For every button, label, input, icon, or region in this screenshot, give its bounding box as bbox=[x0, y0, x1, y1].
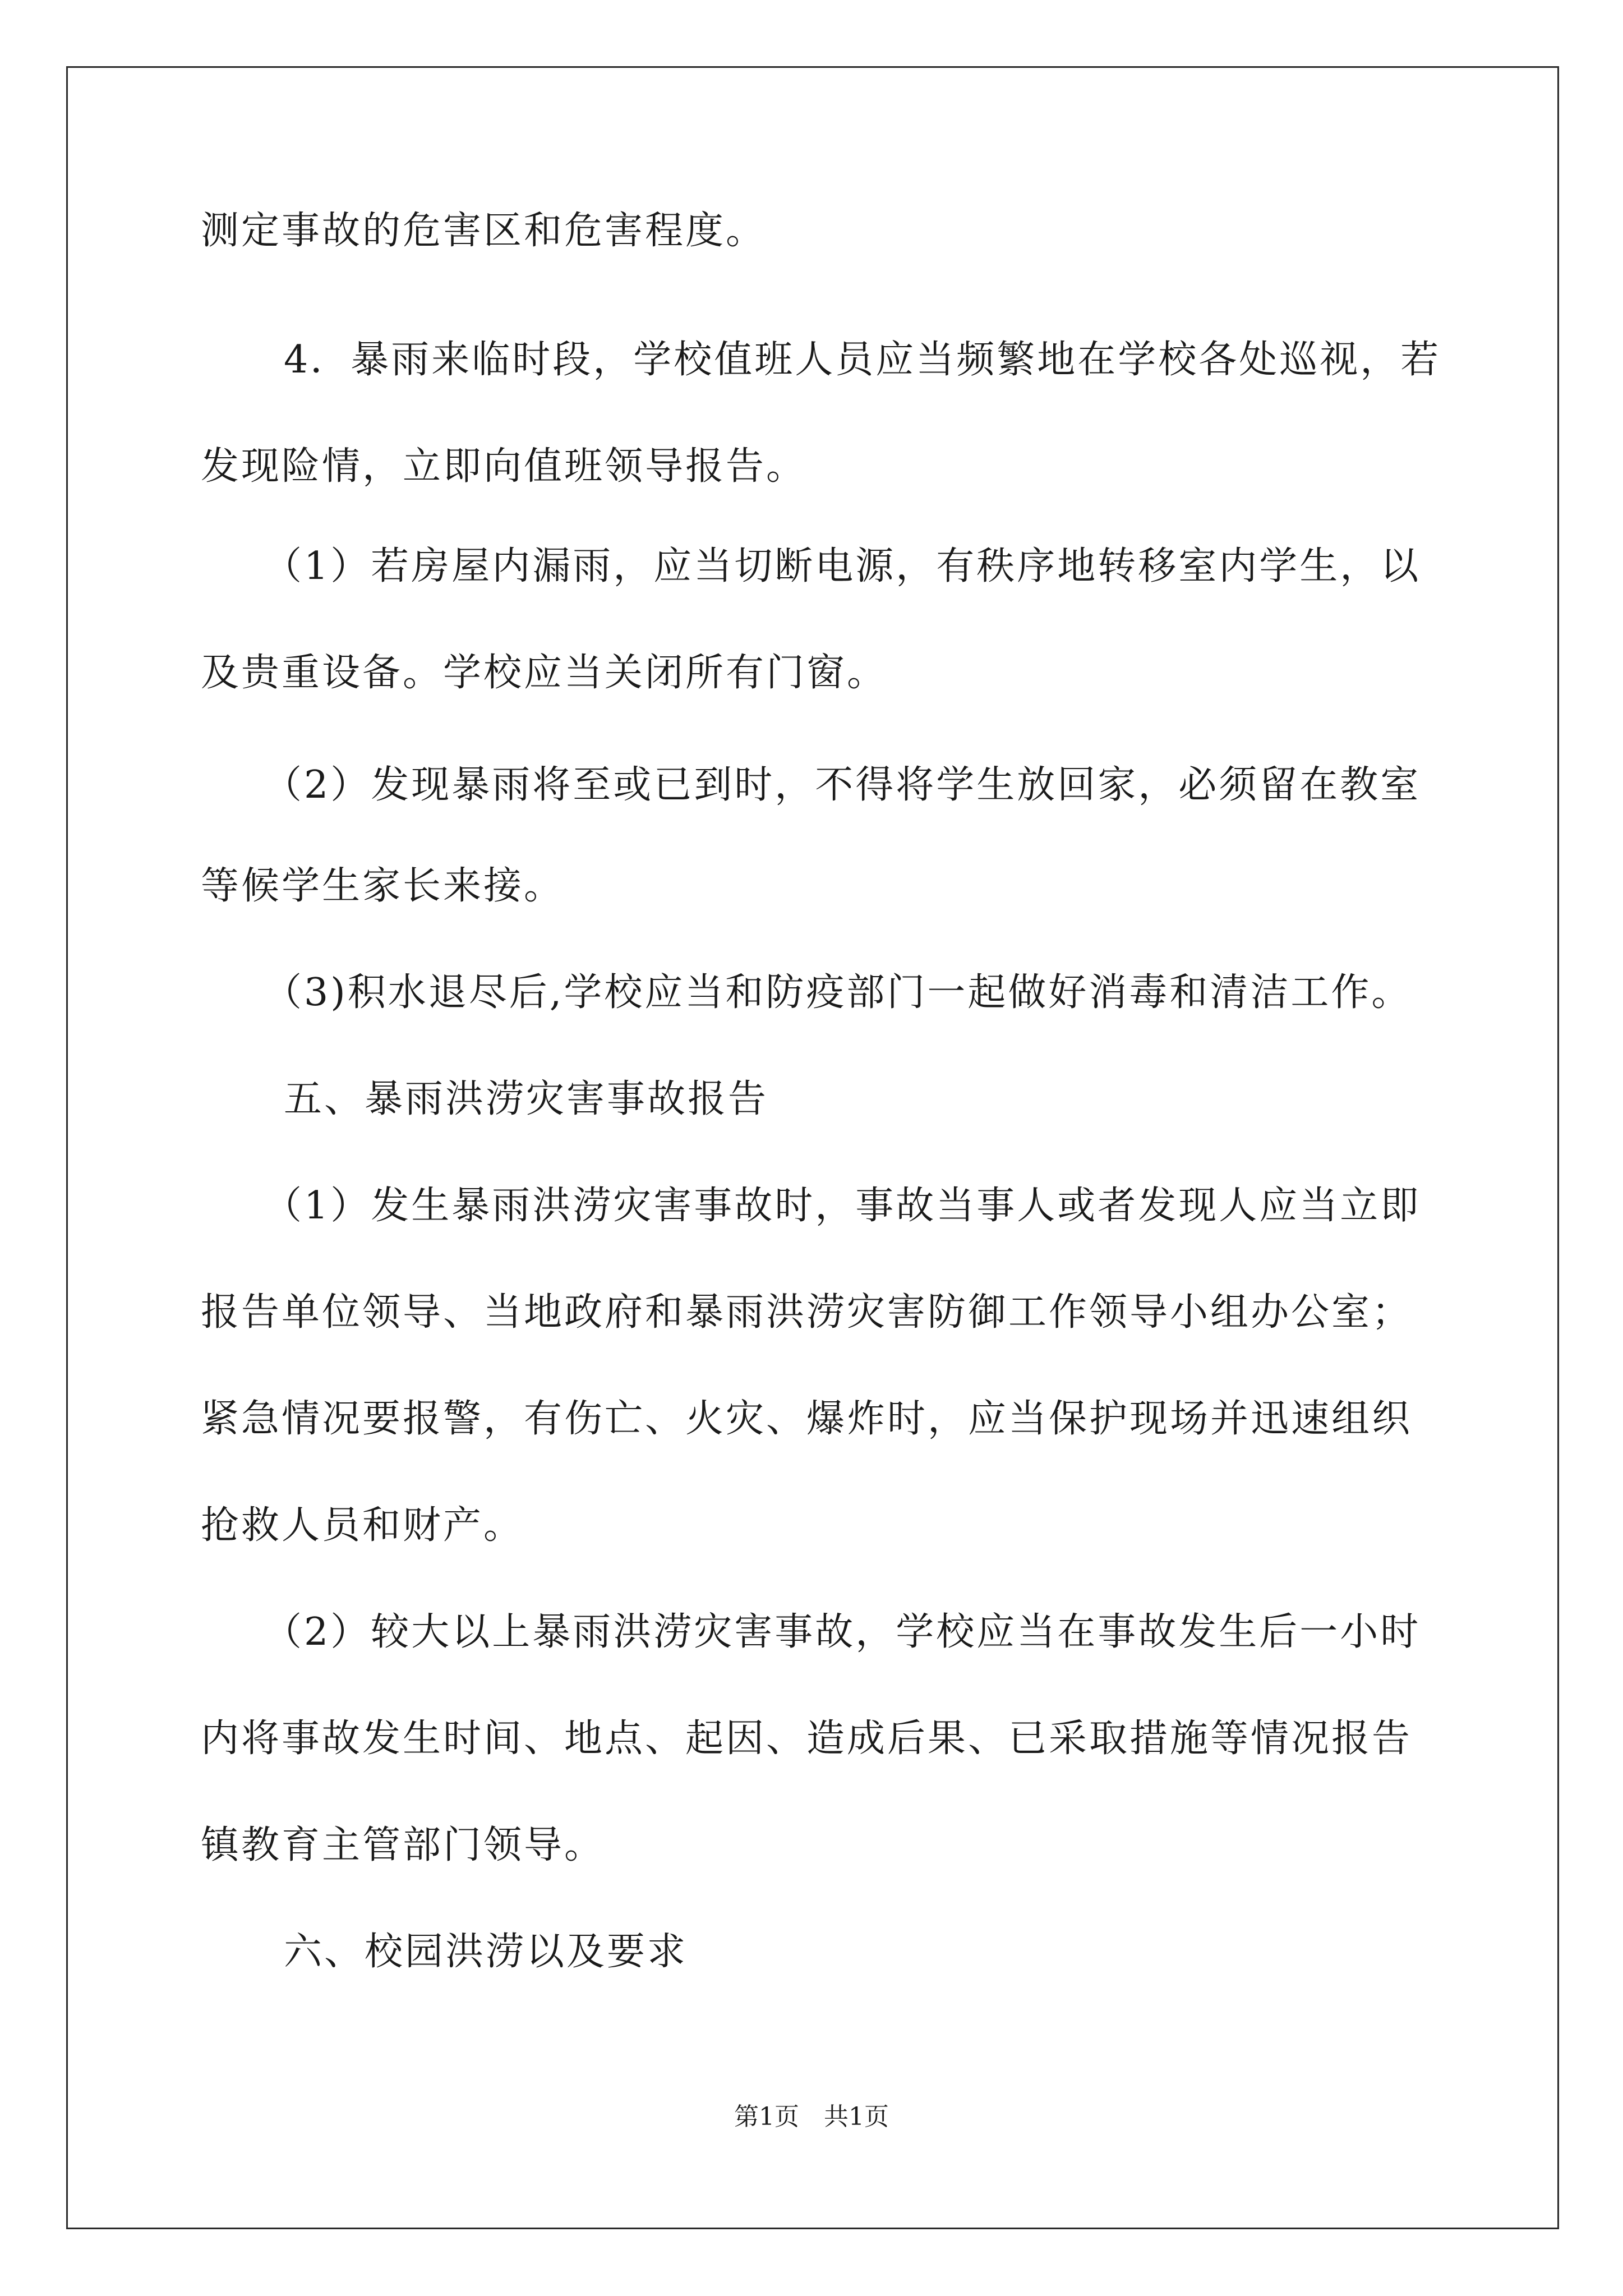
text-line-2: 4．暴雨来临时段，学校值班人员应当频繁地在学校各处巡视，若 bbox=[284, 338, 1441, 382]
text-line-12: 紧急情况要报警，有伤亡、火灾、爆炸时，应当保护现场并迅速组织 bbox=[201, 1397, 1413, 1441]
section-heading-6: 六、校园洪涝以及要求 bbox=[284, 1930, 688, 1974]
text-line-15: 内将事故发生时间、地点、起因、造成后果、已采取措施等情况报告 bbox=[201, 1717, 1413, 1761]
text-line-1: 测定事故的危害区和危害程度。 bbox=[201, 209, 767, 253]
text-line-8: （3)积水退尽后,学校应当和防疫部门一起做好消毒和清洁工作。 bbox=[264, 970, 1412, 1015]
text-line-10: （1）发生暴雨洪涝灾害事故时，事故当事人或者发现人应当立即 bbox=[264, 1184, 1421, 1228]
text-line-13: 抢救人员和财产。 bbox=[201, 1503, 524, 1548]
text-line-11: 报告单位领导、当地政府和暴雨洪涝灾害防御工作领导小组办公室； bbox=[201, 1290, 1413, 1335]
text-line-16: 镇教育主管部门领导。 bbox=[201, 1823, 605, 1867]
text-line-4: （1）若房屋内漏雨，应当切断电源，有秩序地转移室内学生，以 bbox=[264, 544, 1421, 588]
text-line-14: （2）较大以上暴雨洪涝灾害事故，学校应当在事故发生后一小时 bbox=[264, 1610, 1421, 1654]
text-line-3: 发现险情，立即向值班领导报告。 bbox=[201, 444, 807, 489]
text-line-6: （2）发现暴雨将至或已到时，不得将学生放回家，必须留在教室 bbox=[264, 763, 1421, 807]
section-heading-5: 五、暴雨洪涝灾害事故报告 bbox=[284, 1077, 769, 1121]
page-footer: 第1页 共1页 bbox=[734, 2102, 889, 2131]
page-border bbox=[66, 66, 1559, 2229]
text-line-7: 等候学生家长来接。 bbox=[201, 864, 565, 908]
text-line-5: 及贵重设备。学校应当关闭所有门窗。 bbox=[201, 651, 888, 695]
